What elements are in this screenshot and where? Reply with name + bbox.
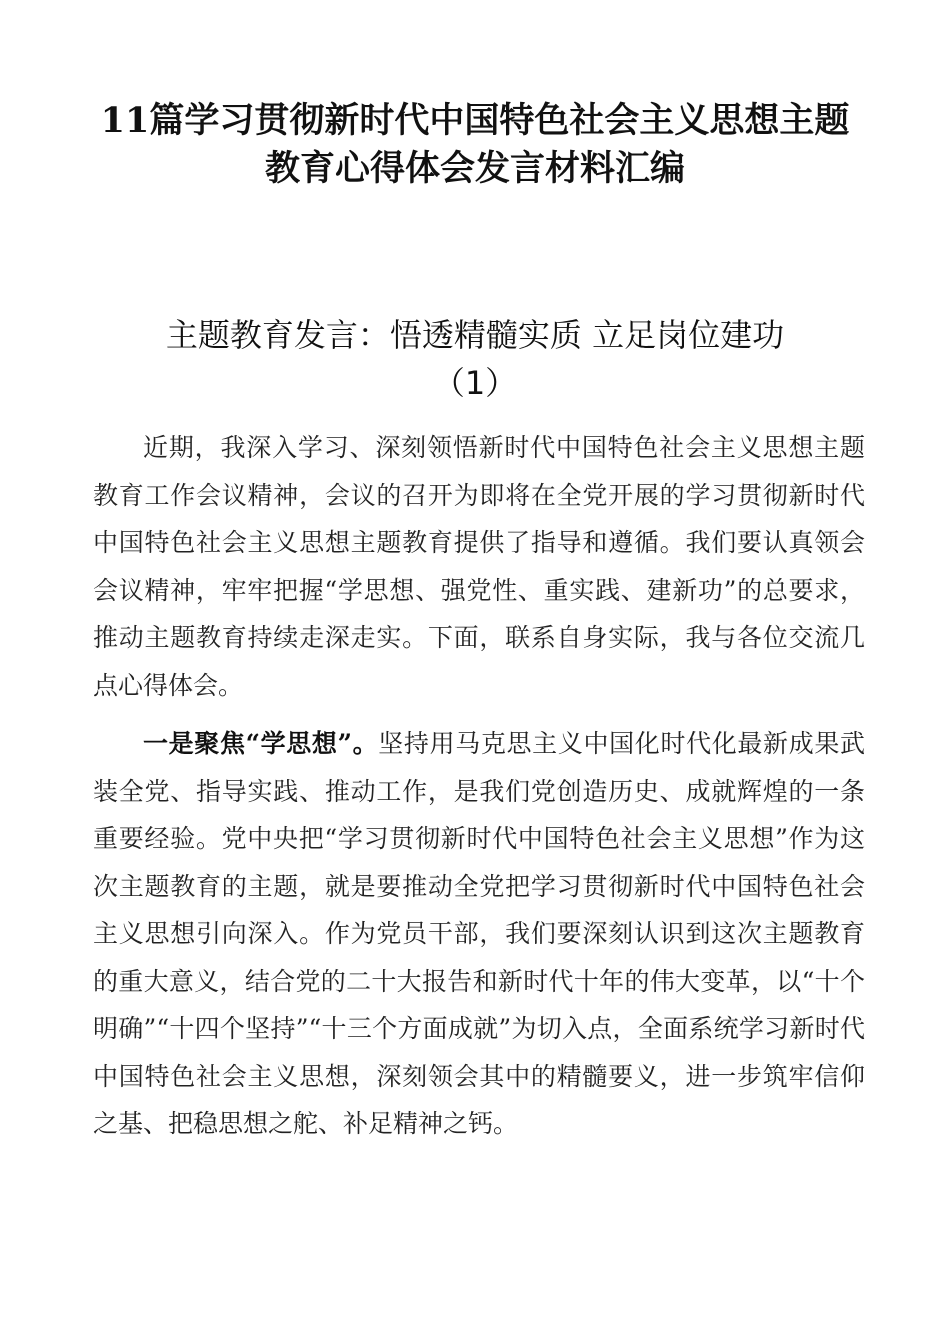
section-title-line-1: 主题教育发言：悟透精髓实质 立足岗位建功 — [165, 316, 785, 354]
paragraph-1: 近期，我深入学习、深刻领悟新时代中国特色社会主义思想主题教育工作会议精神，会议的召开为即将在全党开展的学习贯彻新时代中国特色社会主义思想主题教育提供了指导和遵循。我们要认真领会会议精神，牢牢把握“学思想、强党性、重实践、建新功”的总要求，推动主题教育持续走深走实。下面，联系自身实际，我与各位交流几点心得体会。 — [93, 433, 865, 700]
paragraph-1-block — [93, 424, 865, 709]
document-title-line-2: 教育心得体会发言材料汇编 — [264, 148, 685, 189]
paragraph-2-lead: 一是聚焦“学思想”。 — [143, 729, 379, 758]
paragraph-2 — [93, 720, 865, 1148]
document-title-line-1: 11篇学习贯彻新时代中国特色社会主义思想主题 — [100, 100, 850, 141]
paragraph-2-body: 坚持用马克思主义中国化时代化最新成果武装全党、指导实践、推动工作，是我们党创造历史、成就辉煌的一条重要经验。党中央把“学习贯彻新时代中国特色社会主义思想”作为这次主题教育的主题，就是要推动全党把学习贯彻新时代中国特色社会主义思想引向深入。作为党员干部，我们要深刻认识到这次主题教育的重大意义，结合党的二十大报告和新时代十年的伟大变革，以“十个明确”“十四个坚持”“十三个方面成就”为切入点，全面系统学习新时代中国特色社会主义思想，深刻领会其中的精髓要义，进一步筑牢信仰之基、把稳思想之舵、补足精神之钙。 — [93, 729, 865, 1138]
section-title-line-2: （1） — [432, 364, 518, 402]
paragraph-2-block — [93, 720, 865, 1148]
